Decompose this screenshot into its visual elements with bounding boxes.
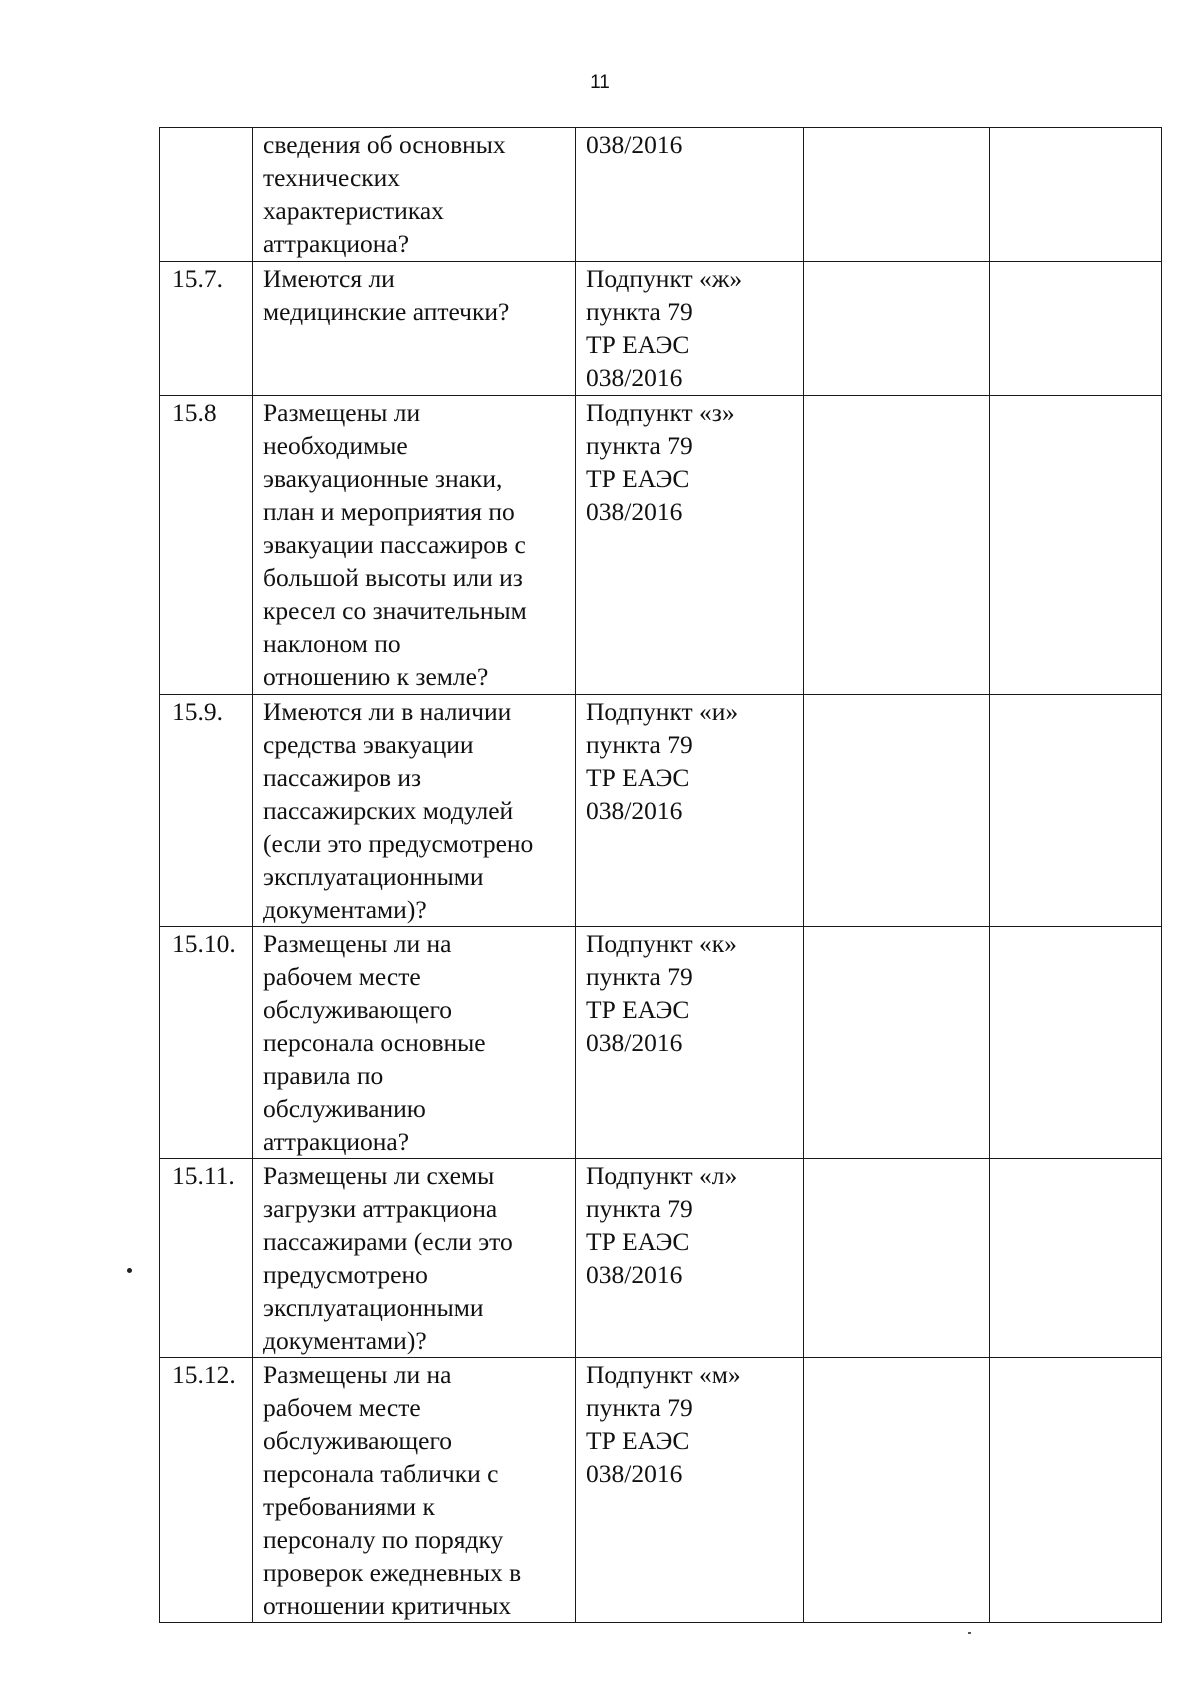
reference-line: 038/2016 xyxy=(586,796,683,825)
question-line: Размещены ли схемы xyxy=(263,1161,495,1190)
question-line: персонала таблички с xyxy=(263,1459,499,1488)
item-number-cell: 15.10. xyxy=(160,927,253,1159)
question-line: средства эвакуации xyxy=(263,730,474,759)
note-cell[interactable] xyxy=(990,1358,1162,1623)
reference-line: пункта 79 xyxy=(586,962,693,991)
question-line: персонала основные xyxy=(263,1028,486,1057)
question-line: необходимые xyxy=(263,431,408,460)
reference-line: ТР ЕАЭС xyxy=(586,1426,690,1455)
question-line: характеристиках xyxy=(263,196,444,225)
table-row xyxy=(160,927,1162,1159)
reference-line: пункта 79 xyxy=(586,1194,693,1223)
question-line: загрузки аттракциона xyxy=(263,1194,498,1223)
question-line: предусмотрено xyxy=(263,1260,428,1289)
question-line: аттракциона? xyxy=(263,229,410,258)
question-line: обслуживающего xyxy=(263,1426,453,1455)
reference-line: ТР ЕАЭС xyxy=(586,995,690,1024)
question-line: документами)? xyxy=(263,1326,427,1355)
note-cell[interactable] xyxy=(990,695,1162,927)
note-cell[interactable] xyxy=(990,396,1162,695)
answer-cell[interactable] xyxy=(804,695,990,927)
question-line: обслуживанию xyxy=(263,1094,426,1123)
checklist-table-body xyxy=(160,128,1162,1623)
question-line: документами)? xyxy=(263,895,427,924)
reference-cell xyxy=(576,1159,804,1358)
question-line: пассажирами (если это xyxy=(263,1227,513,1256)
answer-cell[interactable] xyxy=(804,396,990,695)
reference-line: Подпункт «м» xyxy=(586,1360,741,1389)
reference-line: 038/2016 xyxy=(586,497,683,526)
reference-line: ТР ЕАЭС xyxy=(586,330,690,359)
reference-line: Подпункт «к» xyxy=(586,929,737,958)
question-line: медицинские аптечки? xyxy=(263,297,510,326)
question-line: требованиями к xyxy=(263,1492,435,1521)
reference-cell xyxy=(576,396,804,695)
question-line: аттракциона? xyxy=(263,1127,410,1156)
item-number-cell xyxy=(160,128,253,262)
question-line: Размещены ли на xyxy=(263,929,452,958)
reference-line: ТР ЕАЭС xyxy=(586,763,690,792)
reference-line: пункта 79 xyxy=(586,431,693,460)
item-number-cell: 15.8 xyxy=(160,396,253,695)
checklist-table xyxy=(159,127,1162,1623)
question-line: сведения об основных xyxy=(263,130,506,159)
question-line: (если это предусмотрено xyxy=(263,829,534,858)
note-cell[interactable] xyxy=(990,927,1162,1159)
reference-line: 038/2016 xyxy=(586,1260,683,1289)
table-row xyxy=(160,262,1162,396)
reference-cell xyxy=(576,262,804,396)
question-line: эвакуации пассажиров с xyxy=(263,530,526,559)
reference-line: ТР ЕАЭС xyxy=(586,1227,690,1256)
reference-cell xyxy=(576,128,804,262)
reference-line: 038/2016 xyxy=(586,130,683,159)
reference-line: 038/2016 xyxy=(586,1459,683,1488)
question-line: эксплуатационными xyxy=(263,1293,484,1322)
note-cell[interactable] xyxy=(990,1159,1162,1358)
question-cell xyxy=(253,695,576,927)
page-number: 11 xyxy=(590,72,610,93)
reference-cell xyxy=(576,927,804,1159)
reference-line: пункта 79 xyxy=(586,297,693,326)
table-row xyxy=(160,128,1162,262)
question-line: персоналу по порядку xyxy=(263,1525,504,1554)
question-cell xyxy=(253,927,576,1159)
reference-line: 038/2016 xyxy=(586,1028,683,1057)
note-cell[interactable] xyxy=(990,262,1162,396)
question-line: наклоном по xyxy=(263,629,401,658)
question-line: Имеются ли в наличии xyxy=(263,697,512,726)
question-line: рабочем месте xyxy=(263,962,421,991)
question-line: эвакуационные знаки, xyxy=(263,464,503,493)
answer-cell[interactable] xyxy=(804,1159,990,1358)
question-cell xyxy=(253,262,576,396)
question-line: отношению к земле? xyxy=(263,662,489,691)
table-row xyxy=(160,396,1162,695)
question-line: эксплуатационными xyxy=(263,862,484,891)
question-cell xyxy=(253,1358,576,1623)
question-line: план и мероприятия по xyxy=(263,497,515,526)
stray-dot-mark xyxy=(127,1268,132,1273)
question-line: Размещены ли xyxy=(263,398,421,427)
reference-line: Подпункт «з» xyxy=(586,398,735,427)
answer-cell[interactable] xyxy=(804,262,990,396)
question-line: проверок ежедневных в xyxy=(263,1558,522,1587)
question-line: пассажирских модулей xyxy=(263,796,514,825)
reference-line: пункта 79 xyxy=(586,1393,693,1422)
reference-cell xyxy=(576,1358,804,1623)
question-cell xyxy=(253,128,576,262)
question-line: рабочем месте xyxy=(263,1393,421,1422)
answer-cell[interactable] xyxy=(804,1358,990,1623)
table-row xyxy=(160,1358,1162,1623)
reference-line: Подпункт «и» xyxy=(586,697,739,726)
note-cell[interactable] xyxy=(990,128,1162,262)
question-cell xyxy=(253,396,576,695)
question-line: Размещены ли на xyxy=(263,1360,452,1389)
reference-line: Подпункт «л» xyxy=(586,1161,738,1190)
reference-line: ТР ЕАЭС xyxy=(586,464,690,493)
answer-cell[interactable] xyxy=(804,128,990,262)
question-cell xyxy=(253,1159,576,1358)
reference-cell xyxy=(576,695,804,927)
question-line: пассажиров из xyxy=(263,763,422,792)
question-line: кресел со значительным xyxy=(263,596,527,625)
answer-cell[interactable] xyxy=(804,927,990,1159)
question-line: обслуживающего xyxy=(263,995,453,1024)
question-line: Имеются ли xyxy=(263,264,395,293)
reference-line: Подпункт «ж» xyxy=(586,264,743,293)
question-line: правила по xyxy=(263,1061,384,1090)
reference-line: 038/2016 xyxy=(586,363,683,392)
item-number-cell: 15.11. xyxy=(160,1159,253,1358)
reference-line: пункта 79 xyxy=(586,730,693,759)
question-line: технических xyxy=(263,163,401,192)
item-number-cell: 15.12. xyxy=(160,1358,253,1623)
item-number-cell: 15.7. xyxy=(160,262,253,396)
question-line: большой высоты или из xyxy=(263,563,523,592)
table-row xyxy=(160,1159,1162,1358)
table-row xyxy=(160,695,1162,927)
stray-scan-mark xyxy=(968,1632,971,1634)
question-line: отношении критичных xyxy=(263,1591,512,1620)
item-number-cell: 15.9. xyxy=(160,695,253,927)
